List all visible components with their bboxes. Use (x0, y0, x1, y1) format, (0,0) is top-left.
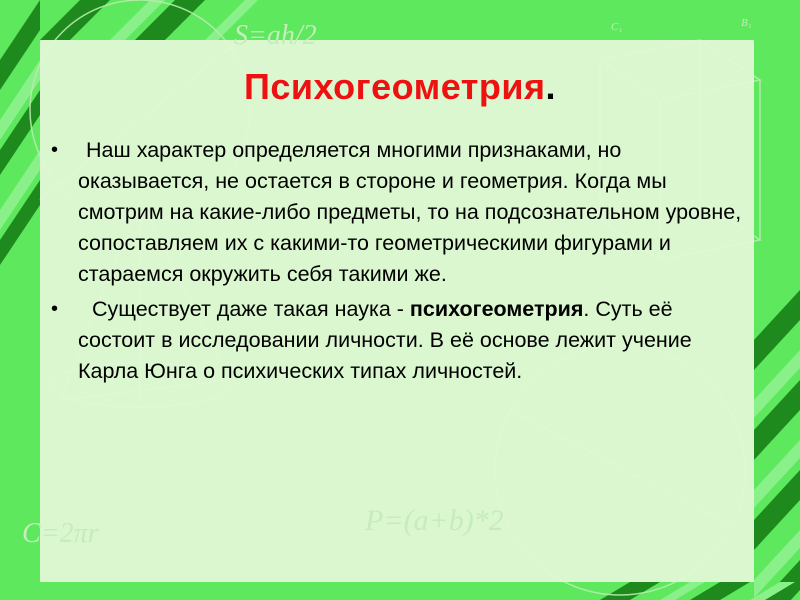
bullet-marker: • (51, 139, 59, 161)
paragraph-2-end: . Суть её состоит в исследовании личности. В её основе лежит учение Карла Юнга о психических типах личностей. (78, 297, 692, 383)
paragraph-2-start: Существует даже такая наука - (92, 297, 410, 321)
title-text: Психогеометрия (243, 66, 546, 107)
formula-perimeter: P=(a+b)*2 (365, 504, 504, 537)
bullet-marker: • (51, 298, 59, 320)
vertex-label-b1: B₁ (741, 17, 752, 29)
vertex-label-c1: C₁ (611, 21, 623, 33)
slide-title (0, 66, 800, 108)
bullet-item-2 (48, 294, 748, 387)
bullet-item-1 (48, 135, 748, 290)
formula-circumference: C=2πr (22, 518, 99, 549)
bullet-list (48, 135, 748, 391)
paragraph-1: Наш характер определяется многими признаками, но оказывается, не остается в стороне и геометрия. Когда мы смотрим на какие-либо предметы, то на подсознательном уровне, сопоставляем их с какими-то геометрическими фигурами и стараемся окружить себя такими же. (78, 138, 742, 286)
title-period: . (545, 66, 557, 107)
paragraph-2-term: психогеометрия (409, 297, 584, 321)
formula-area-triangle: S=ah/2 (234, 20, 317, 51)
